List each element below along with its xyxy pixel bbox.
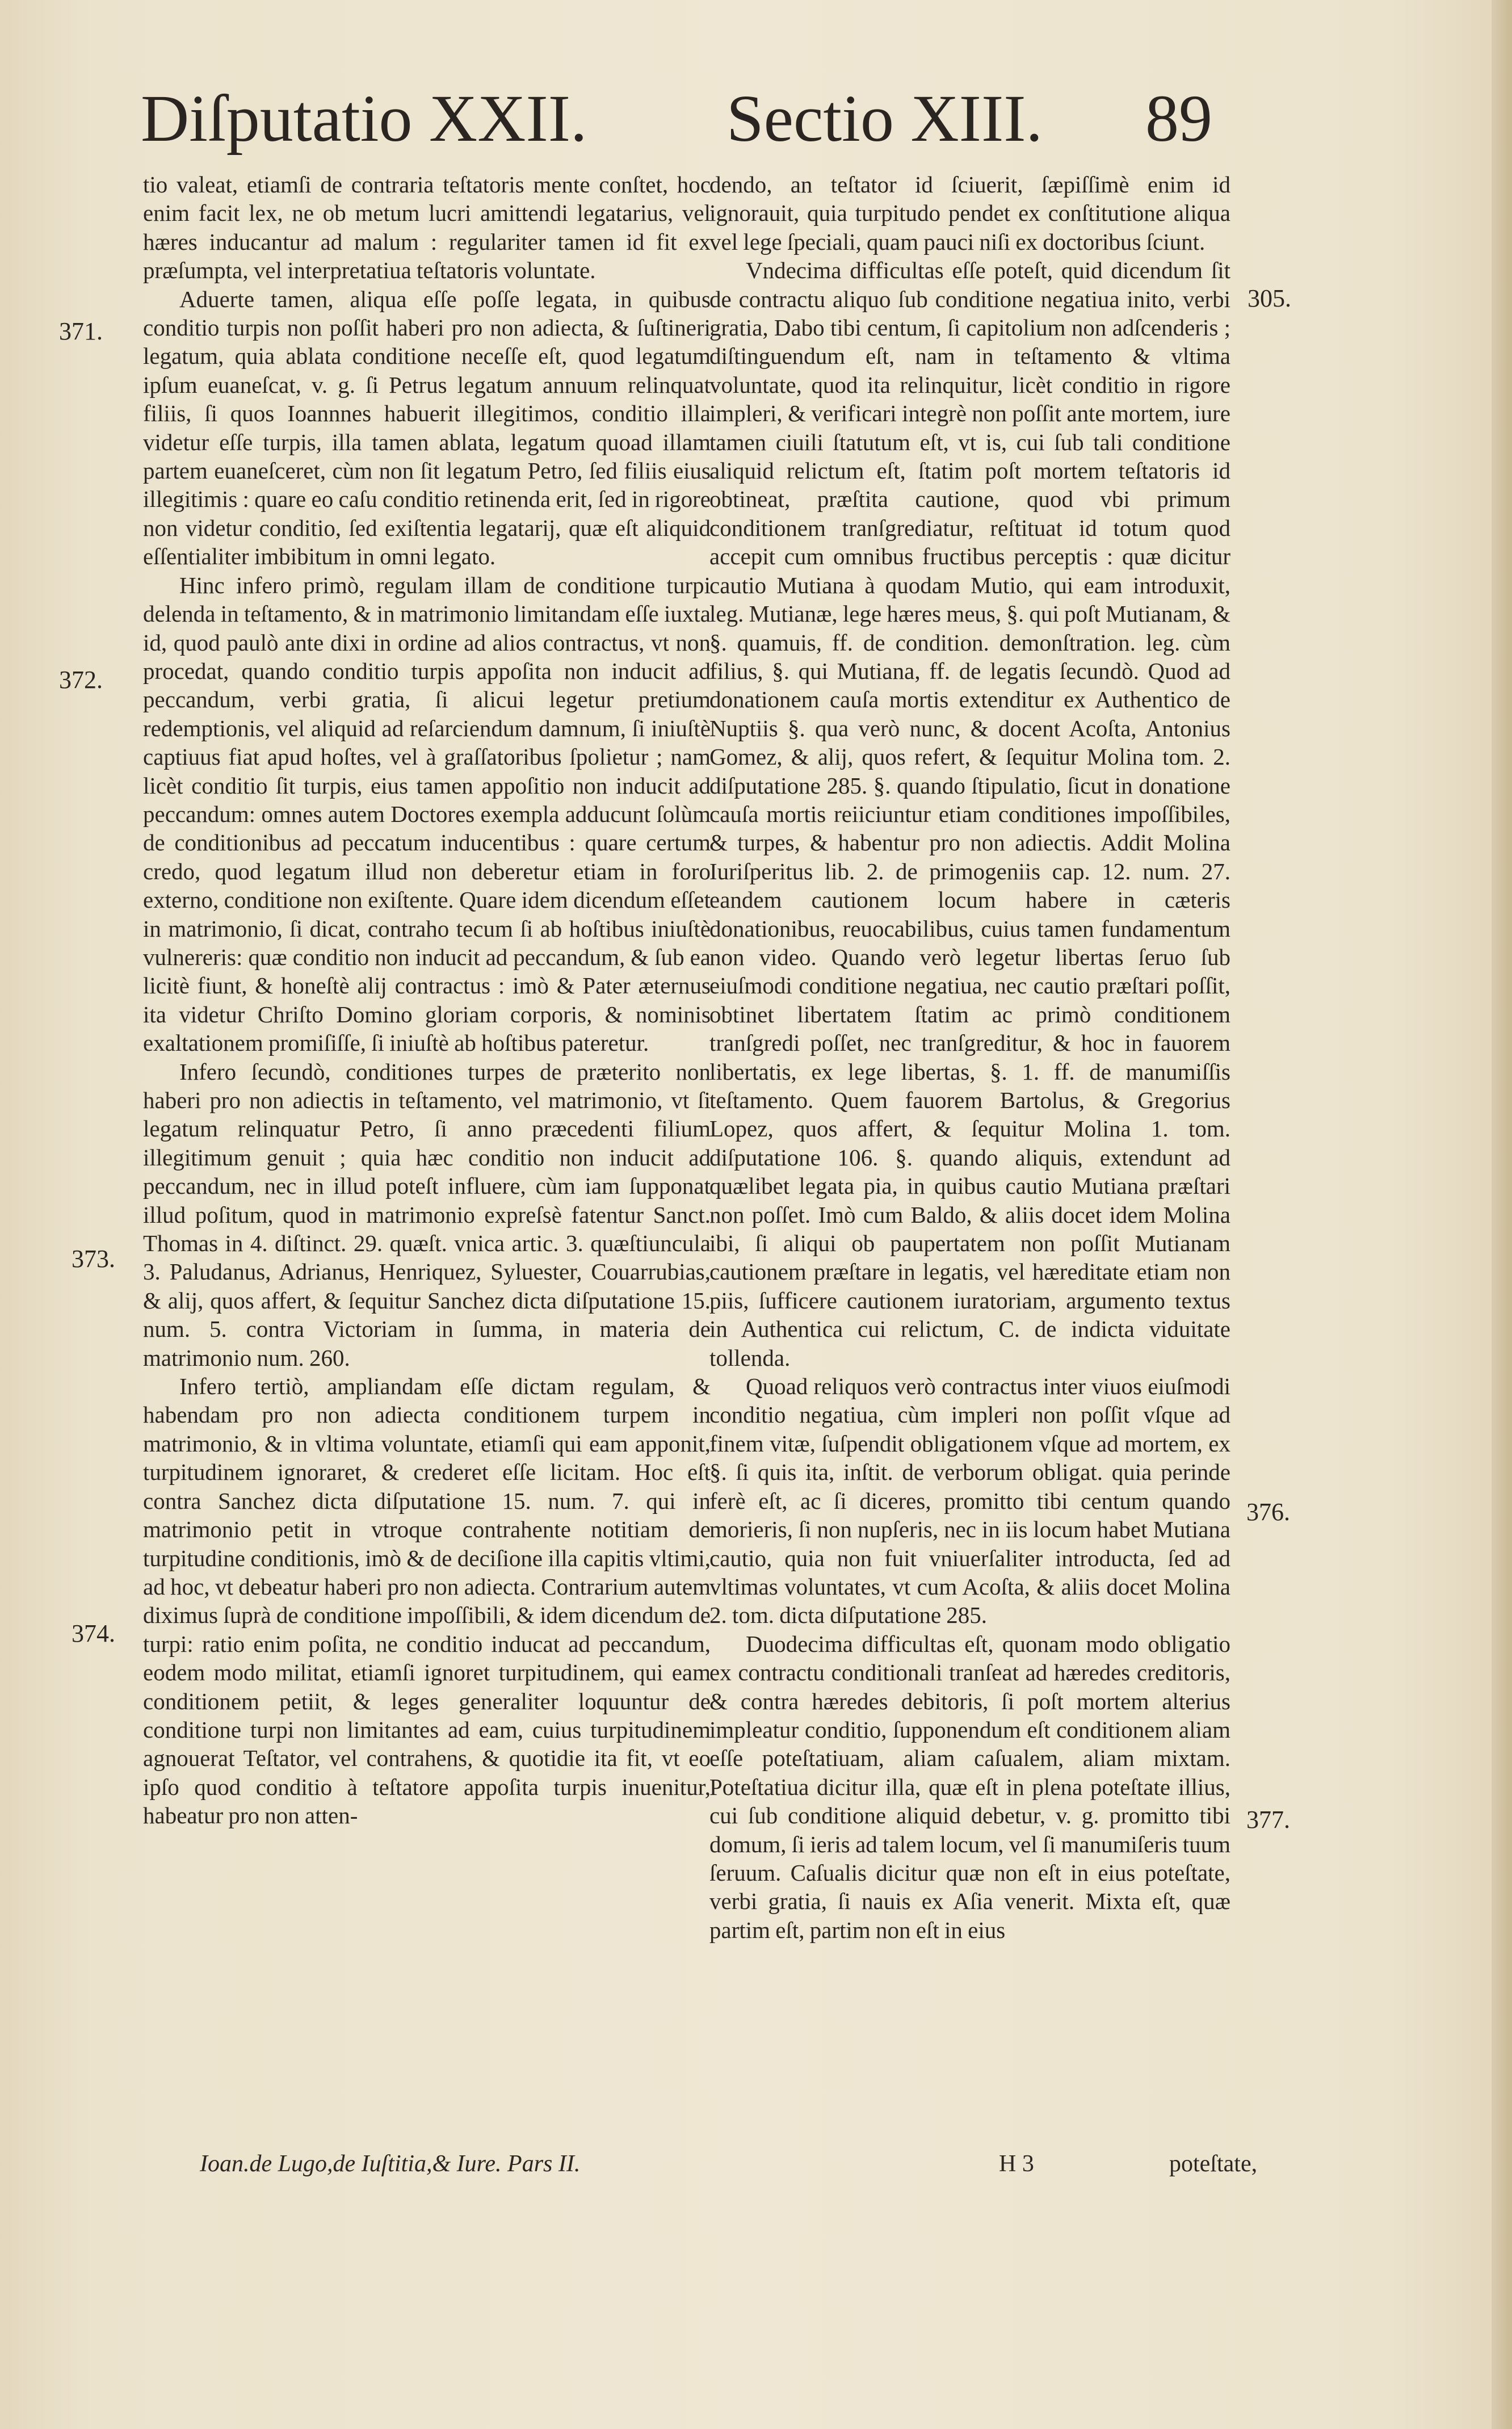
running-head-disputatio: Diſputatio XXII. [141,81,587,156]
catchword: poteſtate, [1169,2151,1258,2177]
paragraph: Vndecima difficultas eſſe poteſt, quid dicendum ſit de contractu aliquo ſub conditione negatiua inito, verbi gratia, Dabo tibi centum, ſi capitolium non adſcenderis ; diſtinguendum eſt, nam in teſtamento & vltima voluntate, quod ita relinquitur, licèt conditio in rigore impleri, & verificari integrè non poſſit ante mortem, iure tamen ciuili ſtatutum eſt, vt is, cui ſub tali conditione aliquid relictum eſt, ſtatim poſt mortem teſtatoris id obtineat, præſtita cautione, quod vbi primum conditionem tranſgrediatur, reſtituat id totum quod accepit cum omnibus fructibus perceptis : quæ dicitur cautio Mutiana à quodam Mutio, qui eam introduxit, leg. Mutianæ, lege hæres meus, §. qui poſt Mutianam, & §. quamuis, ff. de condition. demonſtration. leg. cùm filius, §. qui Mutiana, ff. de legatis ſecundò. Quod ad donationem cauſa mortis extenditur ex Authentico de Nuptiis §. qua verò nunc, & docent Acoſta, Antonius Gomez, & alij, quos refert, & ſequitur Molina tom. 2. diſputatione 285. §. quando ſtipulatio, ſicut in donatione cauſa mortis reiiciuntur etiam conditiones impoſſibiles, & turpes, & habentur pro non adiectis. Addit Molina Iuriſperitus lib. 2. de primogeniis cap. 12. num. 27. eandem cautionem locum habere in cæteris donationibus, reuocabilibus, cuius tamen fundamentum non video. Quando verò legetur libertas ſeruo ſub eiuſmodi conditione negatiua, nec cautio præſtari poſſit, obtinet libertatem ſtatim ac primò conditionem tranſgredi poſſet, nec tranſgreditur, & hoc in fauorem libertatis, ex lege libertas, §. 1. ff. de manumiſſis teſtamento. Quem fauorem Bartolus, & Gregorius Lopez, quos affert, & ſequitur Molina 1. tom. diſputatione 106. §. quando aliquis, extendunt ad quælibet legata pia, in quibus cautio Mutiana præſtari non poſſet. Imò cum Baldo, & aliis docet idem Molina ibi, ſi aliqui ob paupertatem non poſſit Mutianam cautionem præſtare in legatis, vel hæreditate etiam non piis, ſufficere cautionem iuratoriam, argumento textus in Authentica cui relictum, C. de indicta viduitate tollenda. [709,257,1230,1371]
margin-number: 374. [72,1620,115,1647]
page-gutter [1492,0,1512,2429]
paragraph: Duodecima difficultas eſt, quonam modo obligatio ex contractu conditionali tranſeat ad hæredes creditoris, & contra hæredes debitoris, ſi poſt mortem alterius impleatur conditio, ſupponendum eſt conditionem aliam eſſe poteſtatiuam, aliam caſualem, aliam mixtam. Poteſtatiua dicitur illa, quæ eſt in plena poteſtate illius, cui ſub conditione aliquid debetur, v. g. promitto tibi domum, ſi ieris ad talem locum, vel ſi manumiſeris tuum ſeruum. Caſualis dicitur quæ non eſt in eius poteſtate, verbi gratia, ſi nauis ex Aſia venerit. Mixta eſt, quæ partim eſt, partim non eſt in eius [709,1630,1230,1943]
margin-number: 373. [72,1245,115,1273]
paragraph: Hinc infero primò, regulam illam de conditione turpi delenda in teſtamento, & in matrimonio limitandam eſſe iuxta id, quod paulò ante dixi in ordine ad alios contractus, vt non procedat, quando conditio turpis appoſita non inducit ad peccandum, verbi gratia, ſi alicui legetur pretium redemptionis, vel aliquid ad reſarciendum damnum, ſi iniuſtè captiuus fiat apud hoſtes, vel à graſſatoribus ſpolietur ; nam licèt conditio ſit turpis, eius tamen appoſitio non inducit ad peccandum: omnes autem Doctores exempla adducunt ſolùm de conditionibus ad peccatum inducentibus : quare certum credo, quod legatum illud non deberetur etiam in foro externo, conditione non exiſtente. Quare idem dicendum eſſet in matrimonio, ſi dicat, contraho tecum ſi ab hoſtibus iniuſtè vulnereris: quæ conditio non inducit ad peccandum, & ſub ea licitè fiunt, & honeſtè alij contractus : imò & Pater æternus ita videtur Chriſto Domino gloriam corporis, & nominis exaltationem promiſiſſe, ſi iniuſtè ab hoſtibus pateretur. [143,572,711,1056]
margin-number: 371. [59,317,103,345]
running-head-sectio: Sectio XIII. [726,81,1043,156]
left-column [143,170,711,1830]
paragraph: Aduerte tamen, aliqua eſſe poſſe legata, in quibus conditio turpis non poſſit haberi pro non adiecta, & ſuſtineri legatum, quia ablata conditione neceſſe eſt, quod legatum ipſum euaneſcat, v. g. ſi Petrus legatum annuum relinquat filiis, ſi quos Ioannnes habuerit illegitimos, conditio illa videtur eſſe turpis, illa tamen ablata, legatum quoad illam partem euaneſceret, cùm non ſit legatum Petro, ſed filiis eius illegitimis : quare eo caſu conditio retinenda erit, ſed in rigore non videtur conditio, ſed exiſtentia legatarij, quæ eſt aliquid eſſentialiter imbibitum in omni legato. [143,286,711,570]
paragraph: Quoad reliquos verò contractus inter viuos eiuſmodi conditio negatiua, cùm impleri non poſſit vſque ad finem vitæ, ſuſpendit obligationem vſque ad mortem, ex §. ſi quis ita, inſtit. de verborum obligat. quia perinde ferè eſt, ac ſi diceres, promitto tibi centum quando morieris, ſi non nupſeris, nec in iis locum habet Mutiana cautio, quia non fuit vniuerſaliter introducta, ſed ad vltimas voluntates, vt cum Acoſta, & aliis docet Molina 2. tom. dicta diſputatione 285. [709,1373,1230,1629]
paragraph: Infero tertiò, ampliandam eſſe dictam regulam, & habendam pro non adiecta conditionem turpem in matrimonio, & in vltima voluntate, etiamſi qui eam apponit, turpitudinem ignoraret, & crederet eſſe licitam. Hoc eſt contra Sanchez dicta diſputatione 15. num. 7. qui in matrimonio petit in vtroque contrahente notitiam de turpitudine conditionis, imò & de deciſione illa capitis vltimi, ad hoc, vt debeatur haberi pro non adiecta. Contrarium autem diximus ſuprà de conditione impoſſibili, & idem dicendum de turpi: ratio enim poſita, ne conditio inducat ad peccandum, eodem modo militat, etiamſi ignoret turpitudinem, qui eam conditionem petiit, & leges generaliter loquuntur de conditione turpi non limitantes ad eam, cuius turpitudinem agnouerat Teſtator, vel contrahens, & quotidie ita fit, vt eo ipſo quod conditio à teſtatore appoſita turpis inuenitur, habeatur pro non atten- [143,1373,711,1829]
paragraph: dendo, an teſtator id ſciuerit, ſæpiſſimè enim id ignorauit, quia turpitudo pendet ex conſtitutione aliqua vel lege ſpeciali, quam pauci niſi ex doctoribus ſciunt. [709,171,1230,255]
right-column [709,170,1230,1944]
margin-number: 372. [59,666,103,694]
margin-number: 305. [1248,284,1291,312]
page-number: 89 [1145,81,1212,156]
footer-signature: Ioan.de Lugo,de Iuſtitia,& Iure. Pars II. [200,2151,581,2177]
margin-number: 376. [1246,1498,1290,1526]
signature-mark: H 3 [999,2151,1034,2177]
paragraph: Infero ſecundò, conditiones turpes de præterito non haberi pro non adiectis in teſtamento, vel matrimonio, vt ſi legatum relinquatur Petro, ſi anno præcedenti filium illegitimum genuit ; quia hæc conditio non inducit ad peccandum, nec in illud poteſt influere, cùm iam ſupponat illud poſitum, quod in matrimonio expreſsè fatentur Sanct. Thomas in 4. diſtinct. 29. quæſt. vnica artic. 3. quæſtiuncula 3. Paludanus, Adrianus, Henriquez, Syluester, Couarrubias, & alij, quos affert, & ſequitur Sanchez dicta diſputatione 15. num. 5. contra Victoriam in ſumma, in materia de matrimonio num. 260. [143,1058,711,1371]
margin-number: 377. [1246,1806,1290,1834]
paragraph: tio valeat, etiamſi de contraria teſtatoris mente conſtet, hoc enim facit lex, ne ob metum lucri amittendi legatarius, vel hæres inducantur ad malum : regulariter tamen id fit ex præſumpta, vel interpretatiua teſtatoris voluntate. [143,171,711,284]
